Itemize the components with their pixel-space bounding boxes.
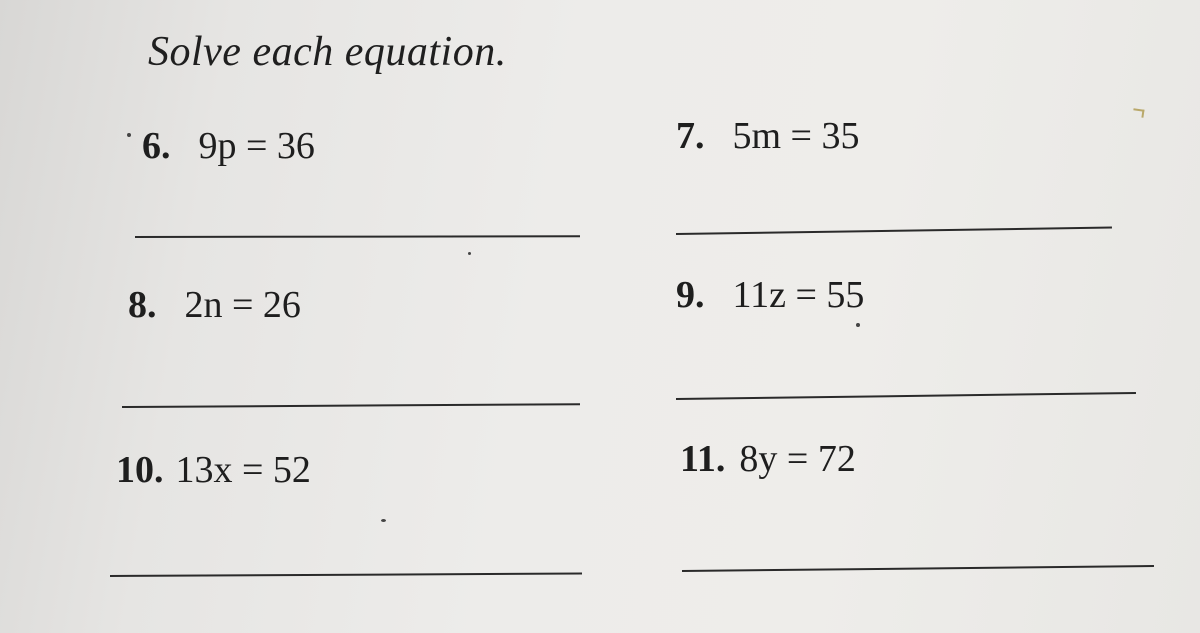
problem-equation: 13x = 52 — [175, 449, 311, 491]
answer-line-9[interactable] — [676, 392, 1136, 400]
problem-number: 6. — [142, 125, 171, 167]
worksheet-heading: Solve each equation. — [148, 29, 507, 75]
stray-dot — [381, 519, 386, 522]
answer-line-6[interactable] — [135, 235, 580, 238]
stray-pen-mark — [1132, 108, 1144, 117]
problem-number: 7. — [676, 115, 705, 157]
answer-line-10[interactable] — [110, 573, 582, 577]
answer-line-7[interactable] — [676, 227, 1112, 235]
problem-6 — [142, 124, 315, 168]
problem-11 — [680, 437, 856, 481]
answer-line-11[interactable] — [682, 565, 1154, 572]
problem-9 — [676, 273, 864, 317]
problem-equation: 9p = 36 — [198, 125, 315, 167]
problem-8 — [128, 283, 301, 327]
stray-dot — [127, 133, 131, 137]
problem-number: 8. — [128, 284, 157, 326]
problem-number: 10. — [116, 449, 164, 491]
problem-equation: 5m = 35 — [732, 115, 860, 157]
stray-dot — [468, 252, 471, 255]
answer-line-8[interactable] — [122, 403, 580, 408]
problem-equation: 2n = 26 — [184, 284, 301, 326]
problem-number: 9. — [676, 274, 705, 316]
problem-equation: 8y = 72 — [739, 438, 856, 480]
problem-10 — [116, 448, 311, 492]
problem-7 — [676, 114, 860, 158]
problem-equation: 11z = 55 — [732, 274, 865, 316]
stray-dot — [856, 323, 860, 327]
problem-number: 11. — [680, 438, 726, 480]
